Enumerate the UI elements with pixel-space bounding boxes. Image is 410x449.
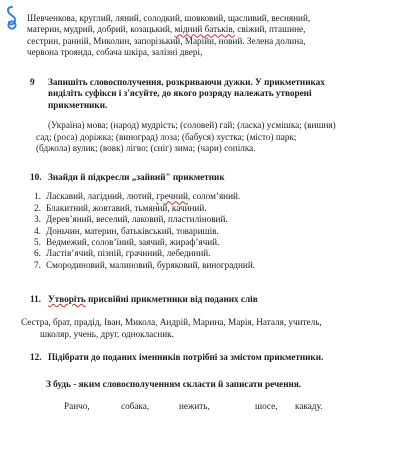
task-11	[21, 294, 406, 340]
item-number: 1.	[34, 191, 41, 202]
item-number: 6.	[34, 248, 41, 259]
task-10-title: 10. Знайди й підкресли „зайвий" прикметник	[30, 172, 225, 182]
item-text: Ведмежий, солов’їний, заячий, жираф’ячий.	[46, 237, 220, 248]
task-number: 11.	[30, 294, 41, 304]
item-number: 2.	[34, 202, 41, 213]
word-item: нежить,	[179, 401, 210, 411]
task-11-body-line-2: школяр, учень, друг, однокласник.	[40, 328, 174, 339]
top-line-4: червона троянда, собача шкіра, залізні двері,	[27, 47, 203, 58]
task-11-body-line-1: Сестра, брат, прадід, Іван, Микола, Андрій, Марина, Марія, Наталя, учитель,	[21, 317, 322, 328]
item-text: Дерев’яний, веселий, лаковий, пластиліновий.	[46, 214, 228, 225]
task-10-item	[34, 191, 406, 202]
top-word-block	[27, 13, 407, 59]
task-10-item	[34, 214, 406, 225]
item-text: Ласкавий, лагідний, лютий,	[46, 191, 157, 202]
word-item: собака,	[121, 401, 150, 411]
task-13-word-list	[64, 401, 384, 412]
task-number: 10.	[30, 172, 42, 182]
task-10-item	[34, 260, 406, 271]
item-number: 5.	[34, 237, 41, 248]
underlined-phrase: мідний батьків,	[174, 24, 235, 35]
top-line-1: Шевченкова, круглий, ляний, солодкий, шовковий, щасливий, весняний,	[27, 13, 311, 23]
task-11-title: 11. Утворіть присвійні прикметники від поданих слів	[30, 294, 258, 304]
task-9	[30, 77, 406, 154]
item-text: Ластів’ячий, пізній, грачиний, лебединий.	[46, 248, 211, 259]
item-text-tail: , солом’яний.	[187, 191, 241, 202]
task-10-item	[34, 237, 406, 248]
item-text: Доньчин, материн, батьківський, товаришів.	[46, 225, 219, 236]
item-number: 3.	[34, 214, 41, 225]
task-10-list	[30, 191, 406, 271]
task-9-title-line-2: виділіть суфікси і з'ясуйте, до якого розряду належать утворені	[48, 88, 312, 99]
task-10	[30, 172, 406, 271]
task-number: 9	[30, 77, 35, 87]
top-line-3: сестрин, ранній, Миколин, запорізький, Марійн, новий. Зелена долина,	[27, 35, 306, 46]
task-10-item	[34, 226, 406, 237]
task-9-body-line-2: сад; (роса) доріжка; (виноград) лоза; (бабуся) хустка; (місто) парк;	[36, 131, 297, 142]
item-number: 4.	[34, 225, 41, 236]
item-text: Смородиновий, малиновий, буряковий, виноградний.	[46, 259, 256, 270]
task-13-title: З будь - яким словосполученням скласти й записати речення.	[46, 379, 302, 389]
task-9-title: 9 Запишіть словосполучення, розкриваючи дужки. У прикметниках	[30, 77, 325, 87]
task-10-item	[34, 248, 406, 259]
top-line-2: материн, мудрий, добрий, козацький, мідний батьків, свіжий, пташине,	[27, 24, 306, 35]
word-item: Ранчо,	[64, 401, 90, 411]
paperclip-icon	[6, 6, 18, 30]
task-9-body-line-1: (Україна) мова; (народ) мудрість; (соловей) гай; (ласка) усмішка; (вишня)	[48, 120, 336, 131]
task-number: 12.	[30, 352, 42, 362]
task-9-body-line-3: (бджола) вулик; (вовк) лігво; (сніг) зима; (чари) сопілка.	[36, 143, 256, 154]
word-item: шосе,	[255, 401, 278, 411]
word-item: какаду.	[295, 401, 323, 411]
underlined-word: гречний	[156, 191, 188, 202]
task-10-item	[34, 203, 406, 214]
item-text: Блакитний, жовтавий, тьмяний, качиний.	[46, 202, 207, 213]
task-12-title: 12. Підібрати до поданих іменників потрібні за змістом прикметники.	[30, 352, 324, 362]
task-9-title-line-3: прикметники.	[48, 99, 108, 110]
item-number: 7.	[34, 259, 41, 270]
